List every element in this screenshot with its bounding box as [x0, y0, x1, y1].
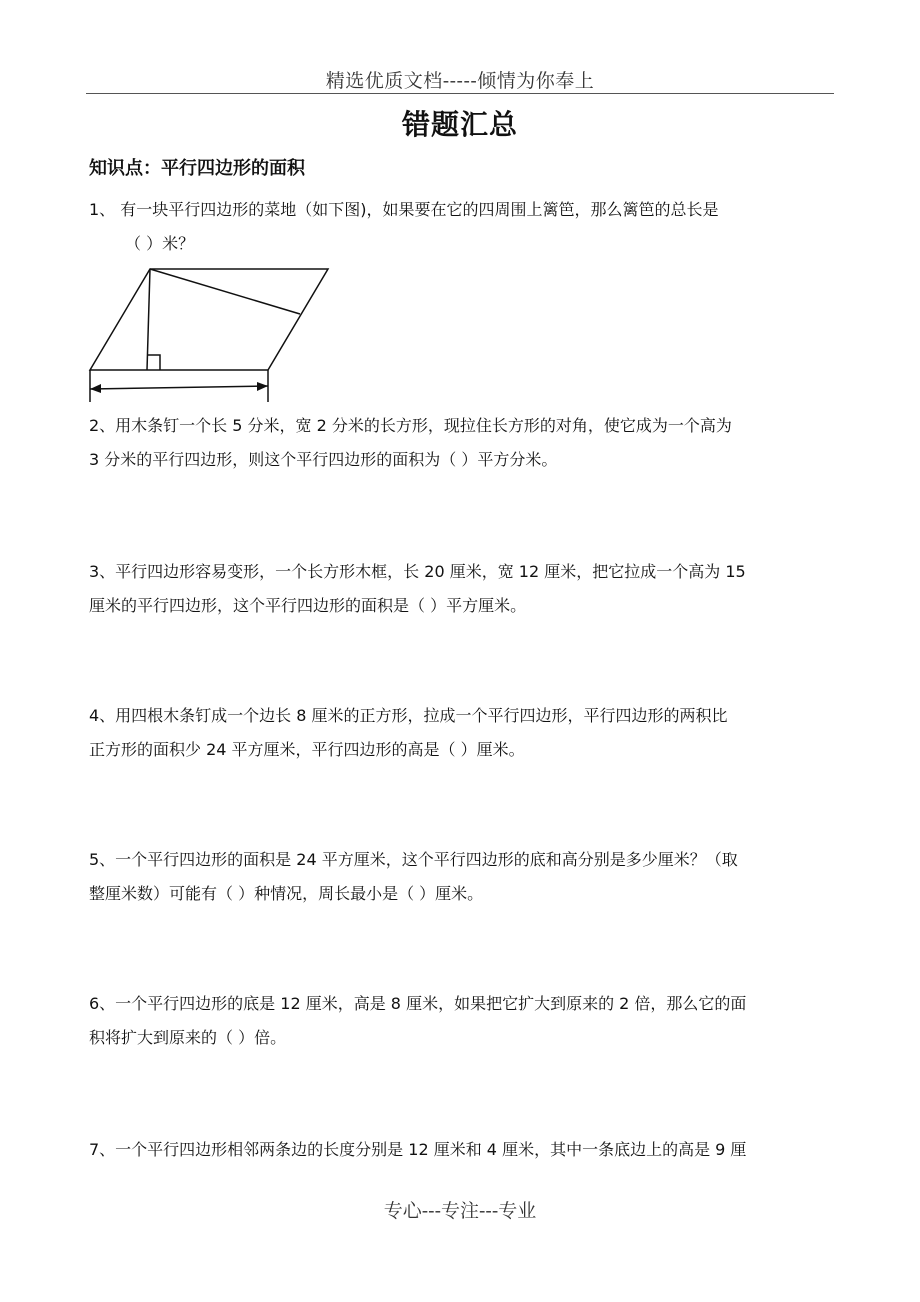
parallelogram-figure: [86, 262, 336, 407]
question-6-line-2: 积将扩大到原来的（ ）倍。: [89, 1028, 287, 1047]
question-6-line-1: 6、一个平行四边形的底是 12 厘米，高是 8 厘米，如果把它扩大到原来的 2 倍，那么它的面: [89, 994, 747, 1013]
question-6: [89, 987, 831, 1055]
page-header: 精选优质文档-----倾情为你奉上: [325, 70, 595, 92]
question-7-line-1: 7、一个平行四边形相邻两条边的长度分别是 12 厘米和 4 厘米，其中一条底边上的高是 9 厘: [89, 1140, 747, 1159]
question-2-line-2: 3 分米的平行四边形，则这个平行四边形的面积为（ ）平方分米。: [89, 450, 558, 469]
page-footer: 专心---专注---专业: [383, 1200, 537, 1222]
question-5: [89, 843, 831, 911]
question-7: [89, 1133, 831, 1167]
question-1: [89, 193, 831, 261]
right-angle-mark: [147, 355, 160, 370]
question-1-line-2: （ ）米？: [125, 234, 195, 253]
section-heading: 知识点：平行四边形的面积: [89, 158, 305, 179]
question-4-line-2: 正方形的面积少 24 平方厘米，平行四边形的高是（ ）厘米。: [89, 740, 525, 759]
question-2: [89, 409, 831, 477]
height-to-side-line: [150, 269, 300, 314]
dimension-arrow-left: [90, 384, 101, 393]
question-4: [89, 699, 831, 767]
question-5-line-2: 整厘米数）可能有（ ）种情况，周长最小是（ ）厘米。: [89, 884, 484, 903]
base-dimension-line: [90, 386, 268, 389]
parallelogram-outline: [90, 269, 328, 370]
question-3-line-2: 厘米的平行四边形，这个平行四边形的面积是（ ）平方厘米。: [89, 596, 527, 615]
dimension-arrow-right: [257, 382, 268, 391]
header-divider: [86, 93, 834, 94]
question-4-line-1: 4、用四根木条钉成一个边长 8 厘米的正方形，拉成一个平行四边形，平行四边形的两积比: [89, 706, 728, 725]
question-1-line-1: 1、 有一块平行四边形的菜地（如下图)，如果要在它的四周围上篱笆，那么篱笆的总长是: [89, 200, 719, 219]
question-3: [89, 555, 831, 623]
question-3-line-1: 3、平行四边形容易变形，一个长方形木框，长 20 厘米，宽 12 厘米，把它拉成一个高为 15: [89, 562, 746, 581]
question-5-line-1: 5、一个平行四边形的面积是 24 平方厘米，这个平行四边形的底和高分别是多少厘米？（取: [89, 850, 738, 869]
question-2-line-1: 2、用木条钉一个长 5 分米，宽 2 分米的长方形，现拉住长方形的对角，使它成为一个高为: [89, 416, 732, 435]
page-title: 错题汇总: [401, 108, 518, 141]
